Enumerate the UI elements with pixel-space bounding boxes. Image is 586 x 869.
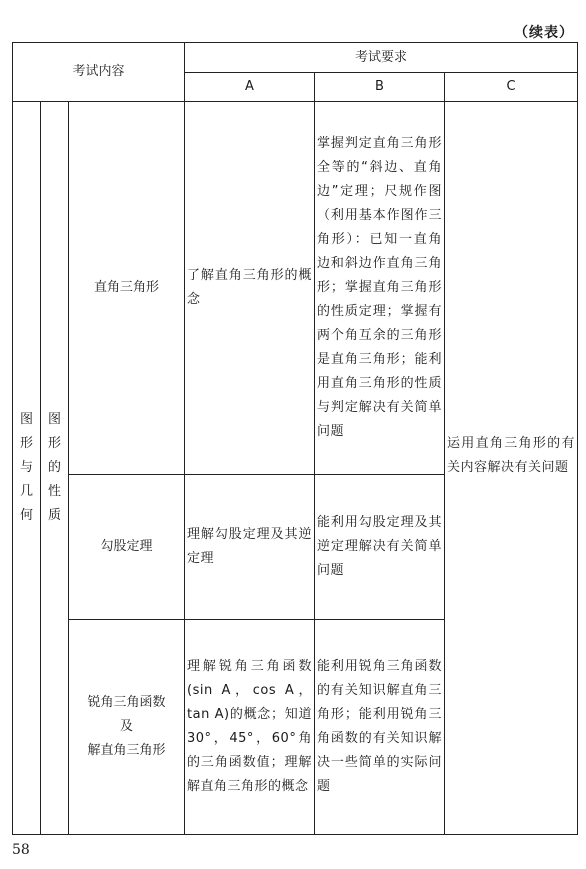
- subdomain-char: 性: [47, 484, 61, 499]
- header-col-a: A: [185, 73, 315, 102]
- topic-trig-line: 解直角三角形: [87, 743, 166, 758]
- subdomain-char: 质: [47, 508, 61, 523]
- domain-char: 形: [19, 436, 33, 451]
- level-c-cell: 运用直角三角形的有关内容解决有关问题: [445, 102, 578, 835]
- header-content: 考试内容: [13, 43, 185, 102]
- page-number: 58: [12, 842, 30, 858]
- subdomain-char: 形: [47, 436, 61, 451]
- trig-level-b: 能利用锐角三角函数的有关知识解直角三角形；能利用锐角三角函数的有关知识解决一些简单的实际问题: [315, 620, 445, 835]
- domain-char: 与: [19, 460, 33, 475]
- trig-level-a: 理解锐角三角函数(sin A，cos A，tan A)的概念；知道30°，45°，60°角的三角函数值；理解解直角三角形的概念: [185, 620, 315, 835]
- header-col-b: B: [315, 73, 445, 102]
- domain-char: 何: [19, 508, 33, 523]
- topic-right-triangle: 直角三角形: [69, 102, 185, 475]
- right-triangle-level-a: 了解直角三角形的概念: [185, 102, 315, 475]
- subdomain-char: 的: [47, 460, 61, 475]
- continued-label: （续表）: [514, 25, 574, 41]
- domain-char: 几: [19, 484, 33, 499]
- subdomain-cell: [41, 102, 69, 835]
- topic-trig-line: 及: [119, 719, 133, 734]
- pythagorean-level-a: 理解勾股定理及其逆定理: [185, 475, 315, 620]
- domain-cell: [13, 102, 41, 835]
- header-requirements: 考试要求: [185, 43, 578, 73]
- domain-char: 图: [19, 412, 33, 427]
- right-triangle-level-b: 掌握判定直角三角形全等的“斜边、直角边”定理；尺规作图（利用基本作图作三角形）：已知一直角边和斜边作直角三角形；掌握直角三角形的性质定理；掌握有两个角互余的三角形是直角三角形；能利用直角三角形的性质与判定解决有关简单问题: [315, 102, 445, 475]
- topic-pythagorean: 勾股定理: [69, 475, 185, 620]
- pythagorean-level-b: 能利用勾股定理及其逆定理解决有关简单问题: [315, 475, 445, 620]
- topic-trig-line: 锐角三角函数: [87, 695, 166, 710]
- topic-trig: [69, 620, 185, 835]
- subdomain-char: 图: [47, 412, 61, 427]
- exam-requirements-table: [12, 42, 578, 835]
- header-col-c: C: [445, 73, 578, 102]
